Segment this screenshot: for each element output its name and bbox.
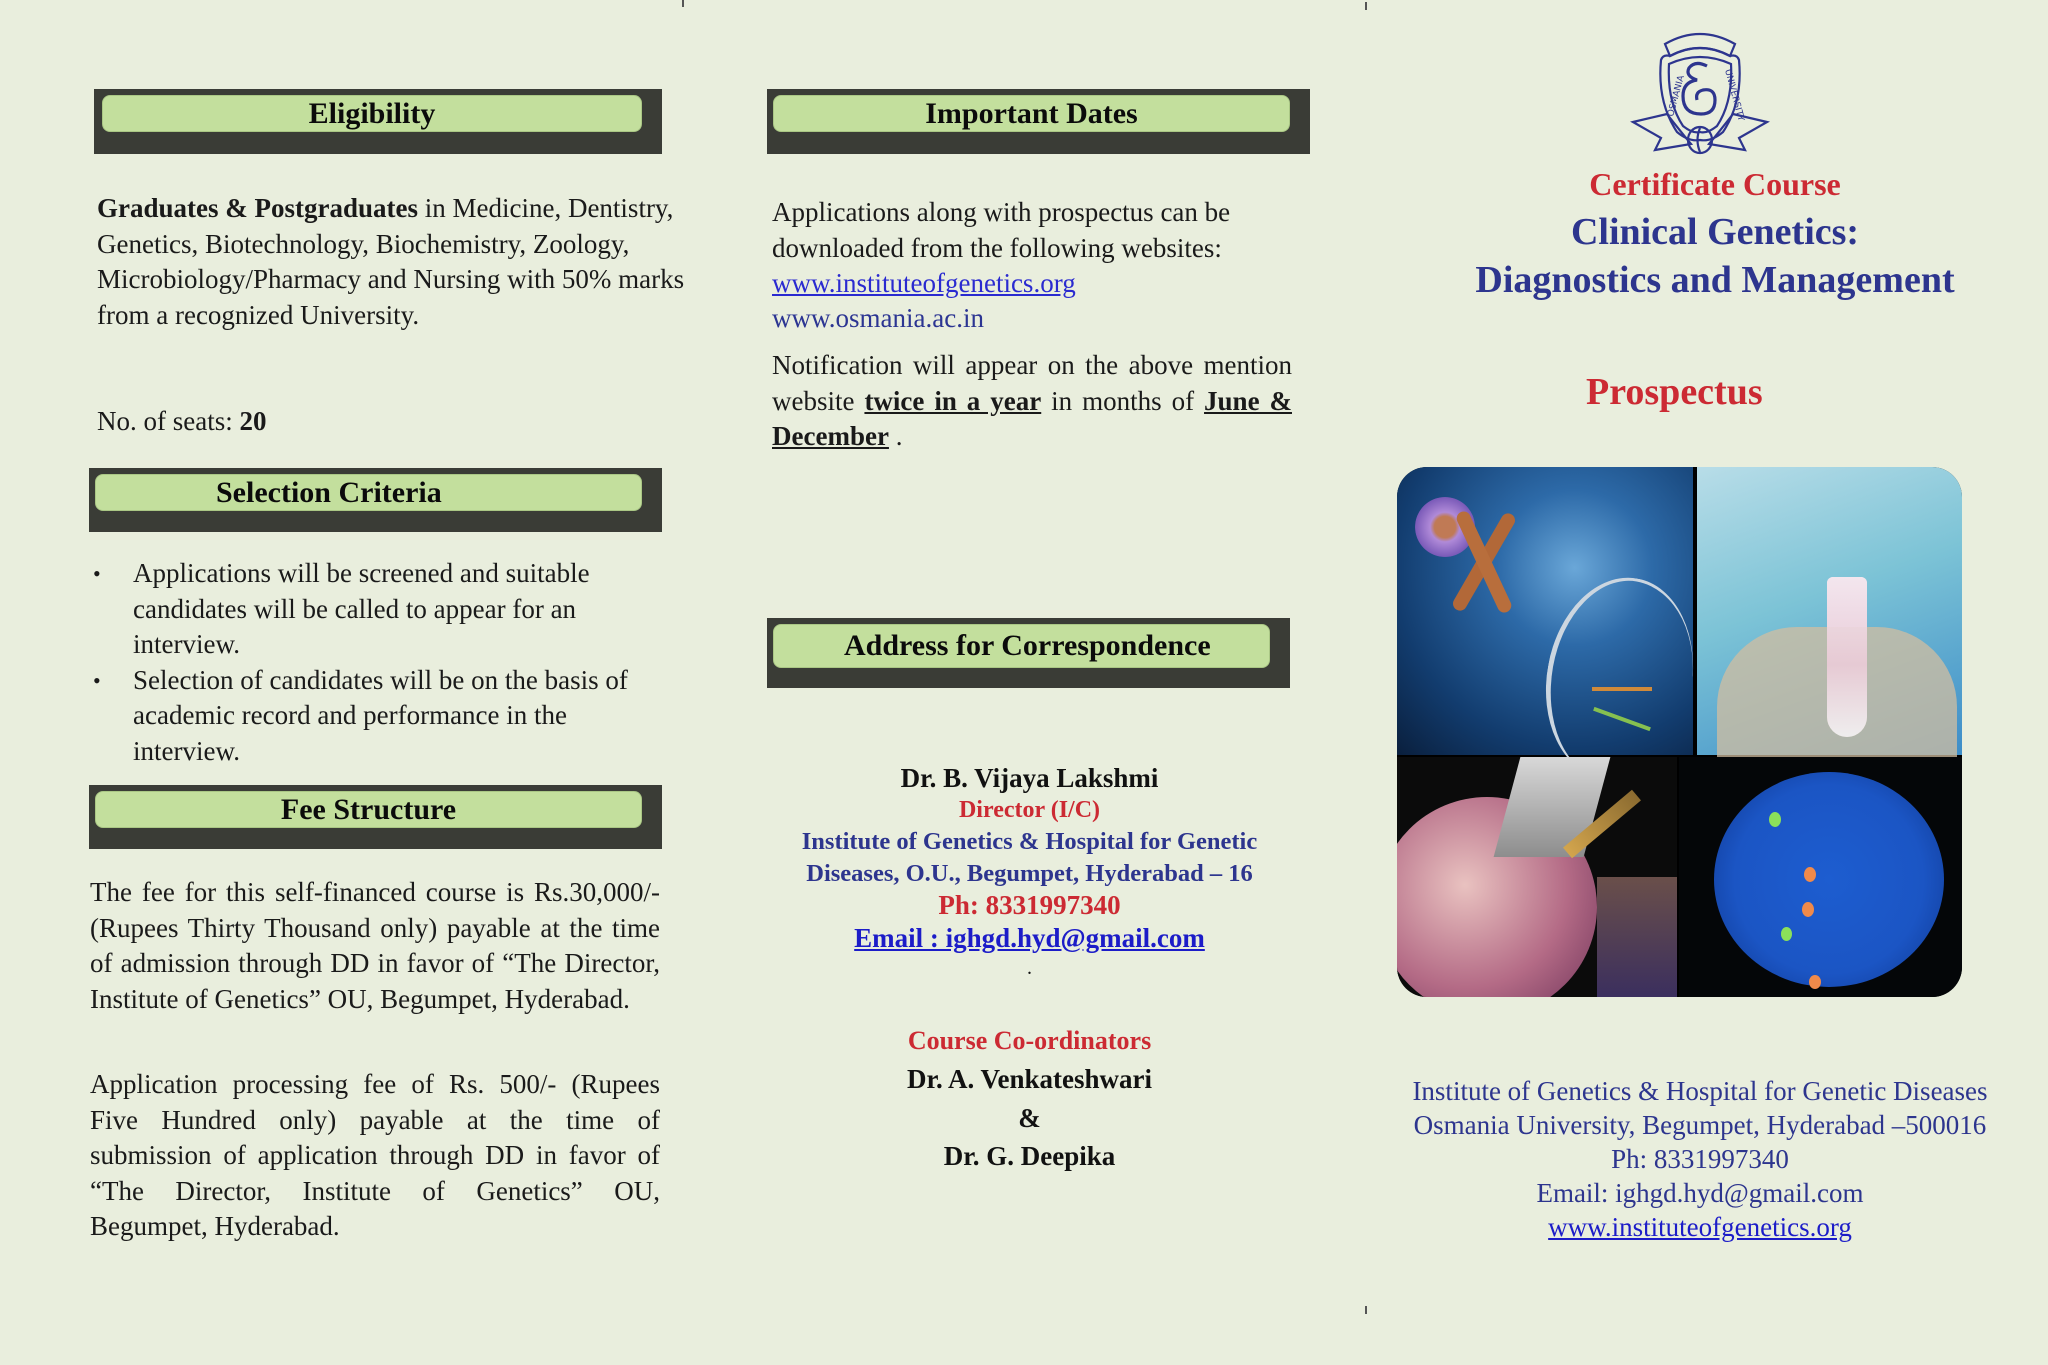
coordinators-block bbox=[762, 1023, 1297, 1175]
coordinators-heading: Course Co-ordinators bbox=[907, 1026, 1152, 1055]
coordinator-1: Dr. A. Venkateshwari bbox=[906, 1064, 1153, 1094]
notification-end: . bbox=[888, 421, 903, 451]
chromosome-dna-illustration bbox=[1397, 467, 1693, 755]
eligibility-bold-lead: Graduates & Postgraduates bbox=[97, 193, 418, 223]
director-name: Dr. B. Vijaya Lakshmi bbox=[900, 763, 1159, 793]
address-heading-bar bbox=[767, 618, 1290, 688]
eligibility-body: in Medicine, Dentistry, Genetics, Biotechnology, Biochemistry, Zoology, Microbiology/Pharmacy and Nursing with 50% marks from a recognized University. bbox=[97, 193, 685, 330]
fish-nucleus-fluorescence bbox=[1679, 757, 1962, 997]
selection-criteria-heading-bar bbox=[89, 468, 662, 532]
director-phone: Ph: 8331997340 bbox=[938, 890, 1121, 920]
website-link-instituteofgenetics[interactable]: www.instituteofgenetics.org bbox=[772, 268, 1076, 298]
fee-structure-heading: Fee Structure bbox=[95, 791, 642, 828]
course-title-line-1: Clinical Genetics: bbox=[1570, 211, 1860, 253]
osmania-university-logo bbox=[1625, 22, 1775, 157]
website-link-osmania[interactable]: www.osmania.ac.in bbox=[772, 303, 984, 333]
logo-right-text: UNIVERSITY bbox=[1722, 68, 1746, 123]
eligibility-text bbox=[97, 191, 687, 333]
course-title-line-2: Diagnostics and Management bbox=[1475, 259, 1955, 301]
selection-criteria-list bbox=[93, 556, 653, 769]
important-dates-intro: Applications along with prospectus can be downloaded from the following websites: bbox=[772, 197, 1231, 263]
fee-paragraph-1: The fee for this self-financed course is Rs.30,000/- (Rupees Thirty Thousand only) payable at the time of admission through DD in favor of “The Director, Institute of Genetics” OU, Begumpet, Hyderabad. bbox=[90, 877, 660, 1014]
coordinator-ampersand: & bbox=[1018, 1103, 1041, 1133]
fee-structure-heading-bar bbox=[89, 785, 662, 849]
notification-pre: Notification will appear on the above mention website bbox=[772, 350, 1292, 416]
notification-months: June & December bbox=[772, 385, 1292, 451]
footer-address-line: Osmania University, Begumpet, Hyderabad –500016 bbox=[1413, 1110, 1987, 1140]
selection-criteria-item-text: Selection of candidates will be on the basis of academic record and performance in the interview. bbox=[133, 664, 628, 766]
important-dates-heading: Important Dates bbox=[773, 95, 1290, 132]
seats-value: 20 bbox=[239, 406, 267, 436]
logo-left-text: OSMANIA bbox=[1666, 74, 1687, 118]
selection-criteria-item-text: Applications will be screened and suitable candidates will be called to appear for an interview. bbox=[133, 558, 590, 659]
footer-website-link[interactable]: www.instituteofgenetics.org bbox=[1548, 1212, 1852, 1242]
fold-mark-bottom-right bbox=[1365, 1306, 1367, 1314]
bullet-icon: • bbox=[93, 561, 101, 586]
address-heading: Address for Correspondence bbox=[773, 624, 1270, 668]
selection-criteria-item bbox=[93, 556, 653, 663]
separator-dot: . bbox=[1027, 957, 1032, 979]
seats-label: No. of seats: bbox=[97, 406, 240, 436]
eligibility-heading: Eligibility bbox=[102, 95, 642, 132]
footer-contact bbox=[1380, 1074, 2020, 1244]
fold-mark-top-left bbox=[682, 0, 684, 7]
eligibility-heading-bar bbox=[94, 89, 662, 154]
seats-info bbox=[97, 404, 266, 440]
footer-email: Email: ighgd.hyd@gmail.com bbox=[1536, 1178, 1864, 1208]
institute-line-1: Institute of Genetics & Hospital for Genetic bbox=[801, 828, 1258, 855]
notification-frequency: twice in a year bbox=[864, 385, 1042, 416]
selection-criteria-heading: Selection Criteria bbox=[95, 474, 642, 511]
notification-text bbox=[772, 348, 1292, 455]
footer-phone: Ph: 8331997340 bbox=[1611, 1144, 1789, 1174]
genetics-collage-image bbox=[1397, 467, 1962, 997]
fold-mark-top-right bbox=[1365, 2, 1367, 10]
footer-institute-line: Institute of Genetics & Hospital for Genetic Diseases bbox=[1412, 1076, 1988, 1106]
prospectus-title: Prospectus bbox=[1586, 371, 1763, 413]
address-block bbox=[762, 763, 1297, 981]
institute-line-2: Diseases, O.U., Begumpet, Hyderabad – 16 bbox=[806, 859, 1253, 887]
coordinator-2: Dr. G. Deepika bbox=[943, 1141, 1116, 1171]
director-email-link[interactable]: Email : ighgd.hyd@gmail.com bbox=[854, 923, 1205, 953]
selection-criteria-item bbox=[93, 663, 653, 770]
course-type: Certificate Course bbox=[1589, 166, 1841, 202]
test-tube-sample bbox=[1697, 467, 1962, 755]
fee-paragraph-2: Application processing fee of Rs. 500/- (Rupees Five Hundred only) payable at the time of submission of application through DD in favor of “The Director, Institute of Genetics” OU, Begumpet, Hyderabad. bbox=[90, 1069, 660, 1241]
prenatal-ultrasound-procedure bbox=[1397, 757, 1677, 997]
important-dates-heading-bar bbox=[767, 89, 1310, 154]
university-crest-icon bbox=[1625, 22, 1775, 157]
bullet-icon: • bbox=[93, 667, 101, 693]
notification-mid: in months of bbox=[1041, 385, 1205, 416]
director-designation: Director (I/C) bbox=[958, 796, 1101, 823]
